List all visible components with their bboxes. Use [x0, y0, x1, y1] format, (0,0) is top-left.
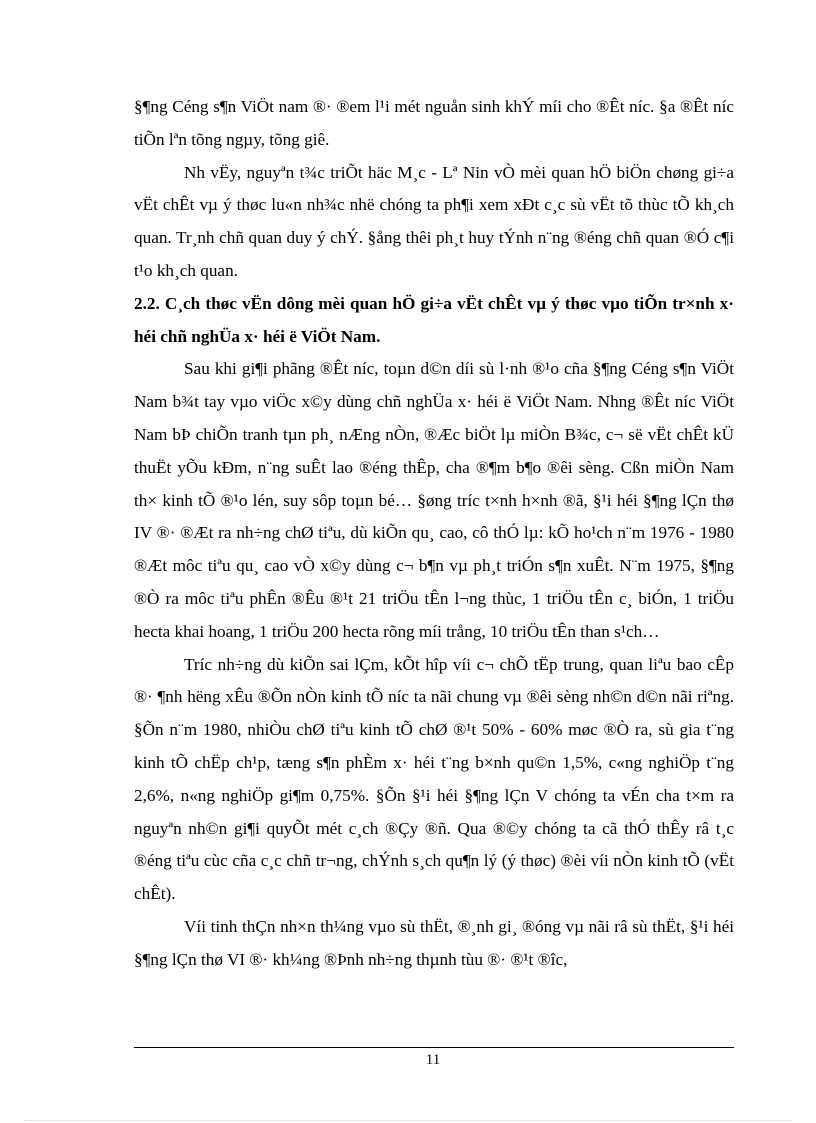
page-bottom-edge — [24, 1120, 792, 1121]
page-number: 11 — [425, 1052, 441, 1068]
paragraph-3: Sau khi gi¶i phãng ®Êt níc, toµn d©n díi sù l·nh ®¹o cña §¶ng Céng s¶n ViÖt Nam b¾t tay vµo viÖc x©y dùng chñ nghÜa x· héi ë ViÖt Nam. Nhng ®Êt níc ViÖt Nam bÞ chiÕn tranh tµn ph¸ nÆng nÒn, ®Æc biÖt lµ miÒn B¾c, c¬ së vËt chÊt kÜ thuËt yÕu kÐm, n¨ng suÊt lao ®éng thÊp, cha ®¶m b¶o ®êi sèng. Cßn miÒn Nam th× kinh tÕ ®¹o lén, suy sôp toµn bé… §øng tríc t×nh h×nh ®ã, §¹i héi §¶ng lÇn thø IV ®· ®Æt ra nh÷ng chØ tiªu, dù kiÕn qu¸ cao, cô thÓ lµ: kÕ ho¹ch n¨m 1976 - 1980 ®Æt môc tiªu qu¸ cao vÒ x©y dùng c¬ b¶n vµ ph¸t triÓn s¶n xuÊt. N¨m 1975, §¶ng ®Ò ra môc tiªu phÊn ®Êu ®¹t 21 triÖu tÊn l¬ng thùc, 1 triÖu tÊn c¸ biÓn, 1 triÖu hecta khai hoang, 1 triÖu 200 hecta rõng míi trång, 10 triÖu tÊn than s¹ch… — [134, 359, 734, 641]
section-heading: 2.2. C¸ch thøc vËn dông mèi quan hÖ gi÷a vËt chÊt vµ ý thøc vµo tiÕn tr×nh x· héi chñ nghÜa x· héi ë ViÖt Nam. — [134, 293, 734, 346]
body-text — [134, 91, 734, 977]
footer-divider — [134, 1047, 734, 1048]
paragraph-1: §¶ng Céng s¶n ViÖt nam ®· ®em l¹i mét nguån sinh khÝ míi cho ®Êt níc. §a ®Êt níc tiÕn lªn tõng ngµy, tõng giê. — [134, 97, 734, 149]
paragraph-2: Nh vËy, nguyªn t¾c triÕt häc M¸c - Lª Nin vÒ mèi quan hÖ biÖn chøng gi÷a vËt chÊt vµ ý thøc lu«n nh¾c nhë chóng ta ph¶i xem xÐt c¸c sù vËt tõ thùc tÕ kh¸ch quan. Tr¸nh chñ quan duy ý chÝ. §ång thêi ph¸t huy tÝnh n¨ng ®éng chñ quan ®Ó c¶i t¹o kh¸ch quan. — [134, 162, 734, 280]
paragraph-4: Tríc nh÷ng dù kiÕn sai lÇm, kÕt hîp víi c¬ chÕ tËp trung, quan liªu bao cÊp ®· ¶nh hëng xÊu ®Õn nÒn kinh tÕ níc ta nãi chung vµ ®êi sèng nh©n d©n nãi riªng. §Õn n¨m 1980, nhiÒu chØ tiªu kinh tÕ chØ ®¹t 50% - 60% møc ®Ò ra, sù gia t¨ng kinh tÕ chËp ch¹p, tæng s¶n phÈm x· héi t¨ng b×nh qu©n 1,5%, c«ng nghiÖp t¨ng 2,6%, n«ng nghiÖp gi¶m 0,75%. §Õn §¹i héi §¶ng lÇn V chóng ta vÉn cha t×m ra nguyªn nh©n gi¶i quyÕt mét c¸ch ®Çy ®ñ. Qua ®©y chóng ta cã thÓ thÊy râ t¸c ®éng tiªu cùc cña c¸c chñ tr¬ng, chÝnh s¸ch qu¶n lý (ý thøc) ®èi víi nÒn kinh tÕ (vËt chÊt). — [134, 654, 734, 904]
paragraph-5: Víi tinh thÇn nh×n th¼ng vµo sù thËt, ®¸nh gi¸ ®óng vµ nãi râ sù thËt, §¹i héi §¶ng lÇn thø VI ®· kh¼ng ®Þnh nh÷ng thµnh tùu ®· ®¹t ®îc, — [134, 916, 734, 969]
